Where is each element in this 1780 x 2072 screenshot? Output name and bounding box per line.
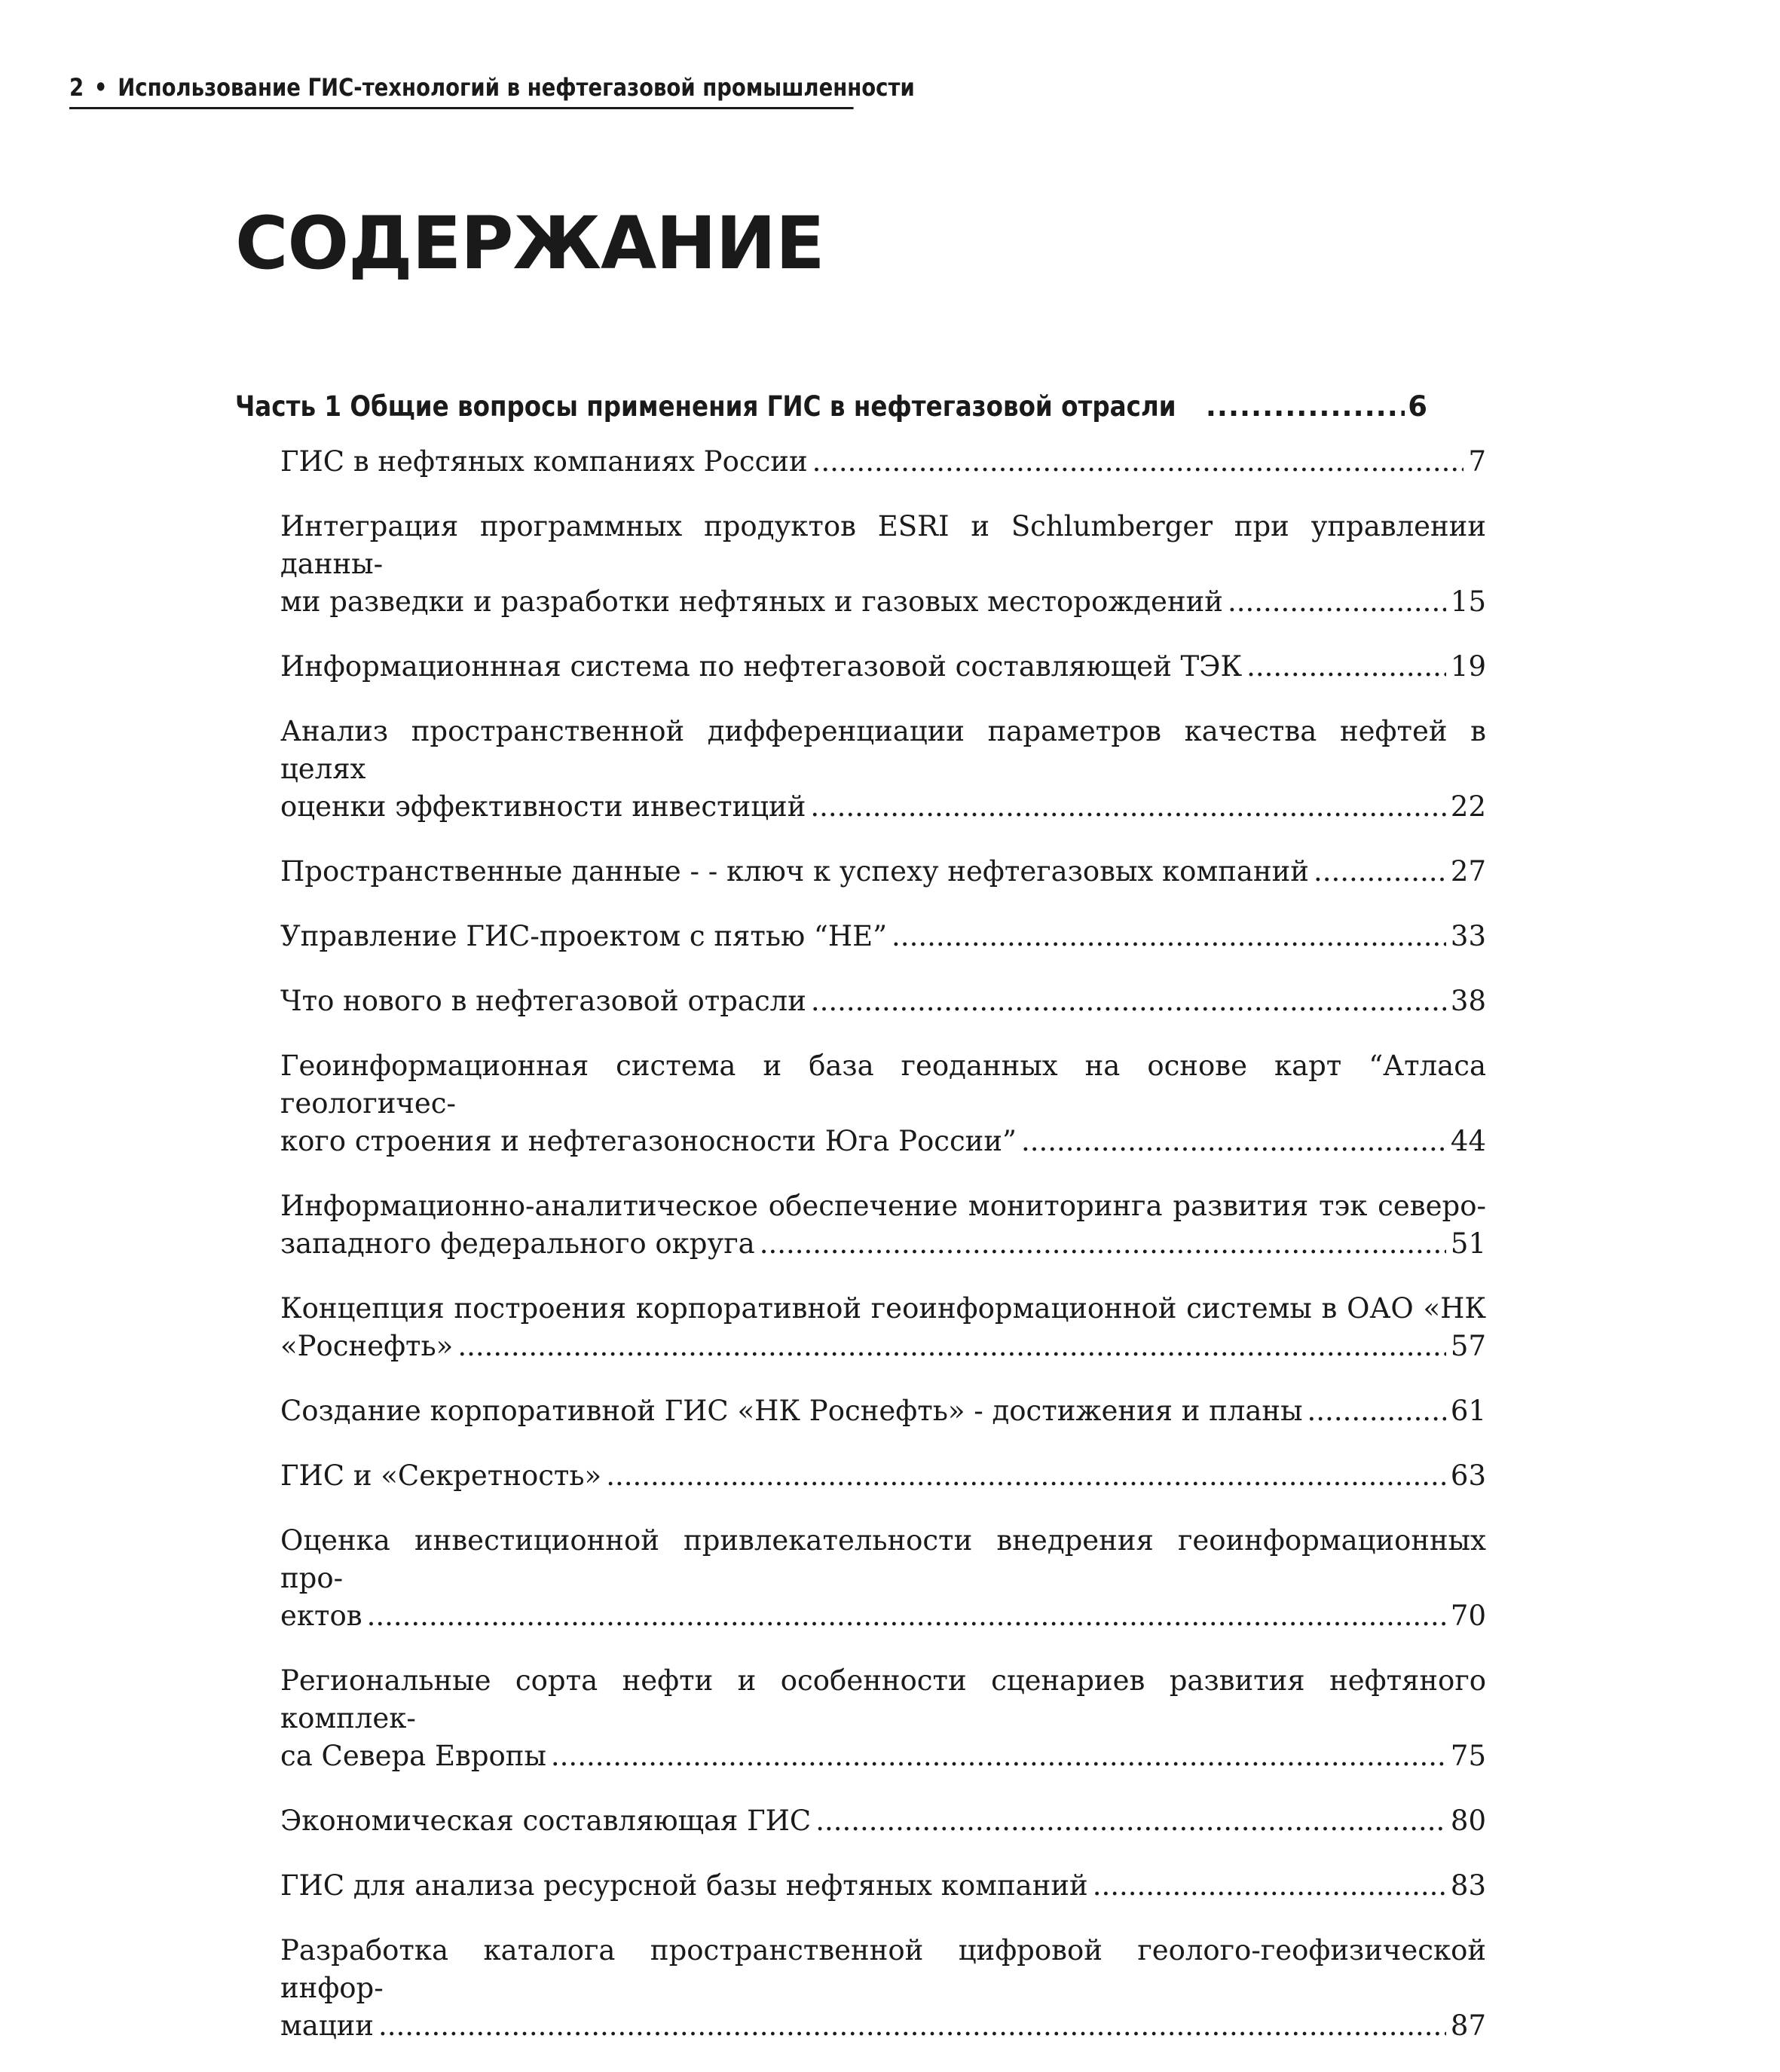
- entry-last-line: [280, 1737, 1486, 1775]
- entry-last-line: [280, 1867, 1486, 1905]
- entry-title-line: Региональные сорта нефти и особенности сценариев развития нефтяного комплек-: [280, 1664, 1486, 1734]
- header-page-number: 2: [69, 73, 84, 102]
- entry-page-number: 33: [1450, 920, 1486, 952]
- toc-entry[interactable]: [280, 1457, 1486, 1495]
- dot-leader: [1206, 384, 1405, 429]
- entry-last-line: [280, 788, 1486, 826]
- entry-title: Экономическая составляющая ГИС: [280, 1805, 812, 1837]
- entry-title: ми разведки и разработки нефтяных и газовых месторождений: [280, 585, 1223, 618]
- entry-title: оценки эффективности инвестиций: [280, 790, 806, 823]
- entry-title: Создание корпоративной ГИС «НК Роснефть» - достижения и планы: [280, 1395, 1303, 1427]
- entry-title: «Роснефть»: [280, 1330, 454, 1362]
- dot-leader: [1021, 1123, 1446, 1160]
- entry-title: Что нового в нефтегазовой отрасли: [280, 985, 806, 1017]
- entry-page-number: 80: [1450, 1805, 1486, 1837]
- entry-title-line: Концепция построения корпоративной геоинформационной системы в ОАО «НК: [280, 1292, 1486, 1325]
- toc-entry[interactable]: [280, 1187, 1486, 1263]
- entry-title: Информационнная система по нефтегазовой составляющей ТЭК: [280, 650, 1243, 683]
- entry-last-line: [280, 1328, 1486, 1365]
- part-title: Часть 1 Общие вопросы применения ГИС в нефтегазовой отрасли: [235, 390, 1176, 423]
- dot-leader: [367, 1597, 1446, 1635]
- toc-part-heading[interactable]: [235, 384, 1427, 429]
- toc-entry-list: [280, 443, 1486, 2072]
- dot-leader: [810, 788, 1446, 826]
- dot-leader: [815, 1802, 1446, 1840]
- toc-entry[interactable]: [280, 1522, 1486, 1635]
- entry-page-number: 15: [1450, 585, 1486, 618]
- dot-leader: [1314, 853, 1446, 891]
- dot-leader: [457, 1328, 1446, 1365]
- dot-leader: [811, 983, 1446, 1020]
- entry-page-number: 27: [1450, 855, 1486, 888]
- entry-last-line: [280, 648, 1486, 686]
- entry-page-number: 44: [1450, 1125, 1486, 1157]
- toc-entry[interactable]: [280, 1392, 1486, 1430]
- toc-entry[interactable]: [280, 443, 1486, 481]
- dot-leader: [378, 2007, 1446, 2045]
- entry-page-number: 57: [1450, 1330, 1486, 1362]
- running-header: [69, 69, 915, 109]
- entry-last-line: [280, 583, 1486, 621]
- toc-entry[interactable]: [280, 648, 1486, 686]
- toc-entry[interactable]: [280, 983, 1486, 1020]
- header-separator: •: [93, 73, 108, 102]
- toc-entry[interactable]: [280, 713, 1486, 826]
- header-book-title: Использование ГИС-технологий в нефтегазовой промышленности: [118, 73, 915, 102]
- dot-leader: [812, 443, 1464, 481]
- entry-last-line: [280, 443, 1486, 481]
- entry-page-number: 19: [1450, 650, 1486, 683]
- entry-last-line: [280, 2007, 1486, 2045]
- dot-leader: [1093, 1867, 1446, 1905]
- entry-page-number: 7: [1468, 445, 1486, 478]
- dot-leader: [1228, 583, 1446, 621]
- toc-entry[interactable]: [280, 1867, 1486, 1905]
- part-page-number: 6: [1408, 390, 1427, 423]
- entry-last-line: [280, 1802, 1486, 1840]
- toc-entry[interactable]: [280, 1662, 1486, 1775]
- entry-page-number: 22: [1450, 790, 1486, 823]
- toc-entry[interactable]: [280, 1932, 1486, 2045]
- entry-page-number: 51: [1450, 1227, 1486, 1260]
- toc-entry[interactable]: [280, 853, 1486, 891]
- toc-entry[interactable]: [280, 508, 1486, 621]
- dot-leader: [1246, 648, 1446, 686]
- toc-entry[interactable]: [280, 1290, 1486, 1365]
- entry-title-line: Интеграция программных продуктов ESRI и Schlumberger при управлении данны-: [280, 510, 1486, 580]
- entry-last-line: [280, 1392, 1486, 1430]
- toc-entry[interactable]: [280, 1802, 1486, 1840]
- dot-leader: [760, 1225, 1446, 1263]
- entry-page-number: 61: [1450, 1395, 1486, 1427]
- entry-title: са Севера Европы: [280, 1740, 546, 1772]
- entry-title-line: Оценка инвестиционной привлекательности внедрения геоинформационных про-: [280, 1524, 1486, 1594]
- dot-leader: [551, 1737, 1446, 1775]
- entry-title: Пространственные данные - - ключ к успеху нефтегазовых компаний: [280, 855, 1309, 888]
- entry-page-number: 87: [1450, 2009, 1486, 2042]
- entry-last-line: [280, 853, 1486, 891]
- toc-entry[interactable]: [280, 1047, 1486, 1160]
- entry-last-line: [280, 983, 1486, 1020]
- entry-title-line: Информационно-аналитическое обеспечение мониторинга развития тэк северо-: [280, 1190, 1486, 1222]
- entry-page-number: 38: [1450, 985, 1486, 1017]
- entry-last-line: [280, 1123, 1486, 1160]
- dot-leader: [892, 918, 1446, 955]
- entry-title-line: Геоинформационная система и база геоданных на основе карт “Атласа геологичес-: [280, 1050, 1486, 1120]
- entry-last-line: [280, 918, 1486, 955]
- entry-title: ГИС для анализа ресурсной базы нефтяных компаний: [280, 1869, 1088, 1902]
- entry-last-line: [280, 1225, 1486, 1263]
- dot-leader: [606, 1457, 1446, 1495]
- entry-page-number: 70: [1450, 1600, 1486, 1632]
- entry-title: Управление ГИС-проектом с пятью “НЕ”: [280, 920, 888, 952]
- entry-title: мации: [280, 2009, 374, 2042]
- entry-title: кого строения и нефтегазоносности Юга России”: [280, 1125, 1017, 1157]
- toc-entry[interactable]: [280, 918, 1486, 955]
- toc-title: СОДЕРЖАНИЕ: [235, 201, 824, 286]
- entry-title: ГИС и «Секретность»: [280, 1459, 602, 1492]
- entry-page-number: 83: [1450, 1869, 1486, 1902]
- entry-title-line: Разработка каталога пространственной цифровой геолого-геофизической инфор-: [280, 1934, 1486, 2004]
- entry-title: западного федерального округа: [280, 1227, 755, 1260]
- entry-page-number: 75: [1450, 1740, 1486, 1772]
- entry-title-line: Анализ пространственной дифференциации параметров качества нефтей в целях: [280, 715, 1486, 785]
- dot-leader: [1307, 1392, 1446, 1430]
- entry-last-line: [280, 1597, 1486, 1635]
- entry-title: ГИС в нефтяных компаниях России: [280, 445, 808, 478]
- entry-last-line: [280, 1457, 1486, 1495]
- entry-title: ектов: [280, 1600, 362, 1632]
- entry-page-number: 63: [1450, 1459, 1486, 1492]
